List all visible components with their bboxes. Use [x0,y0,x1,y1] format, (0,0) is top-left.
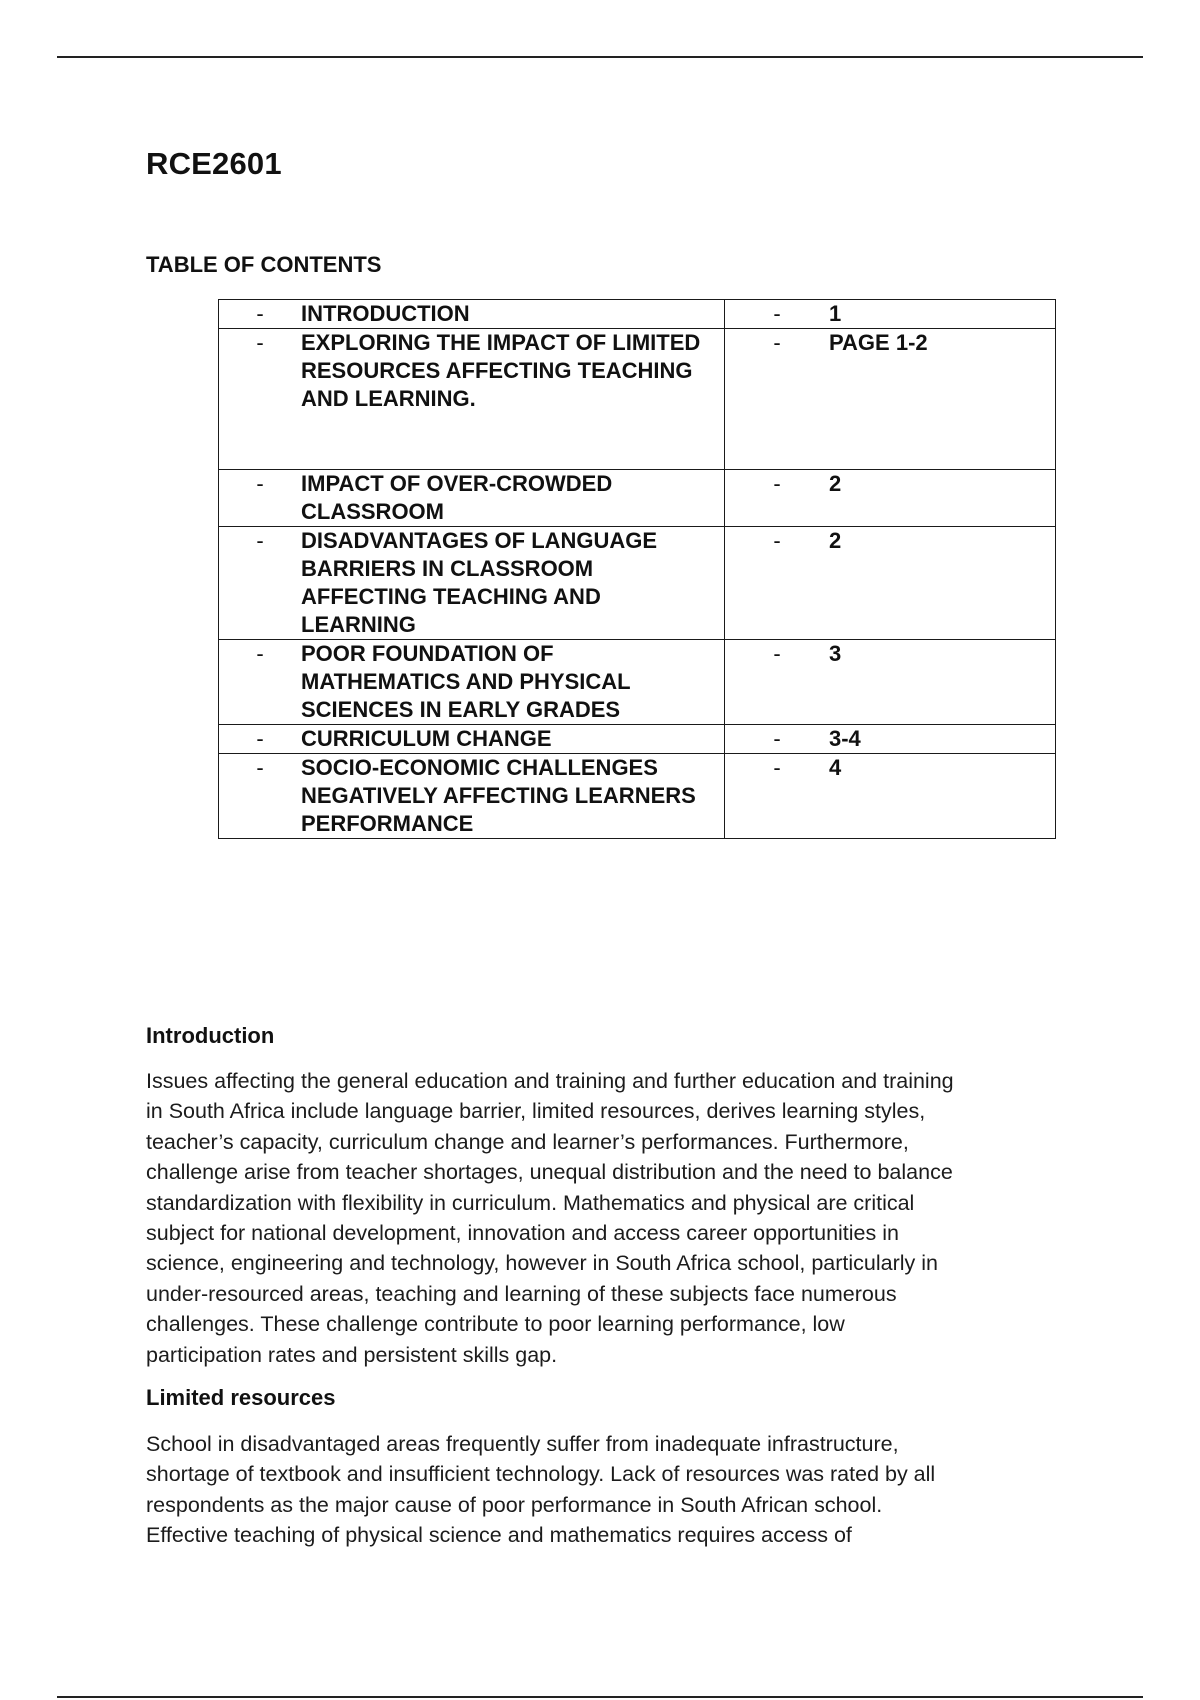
paragraph-line: in South Africa include language barrier, limited resources, derives learning styles, [146,1099,926,1124]
toc-row [219,329,1056,470]
toc-page-dash: - [773,641,781,666]
header-rule [57,56,1143,58]
toc-entry-title: EXPLORING THE IMPACT OF LIMITED RESOURCES AFFECTING TEACHING AND LEARNING. [301,330,701,411]
toc-dash: - [256,726,264,751]
toc-entry-title: DISADVANTAGES OF LANGUAGE BARRIERS IN CLASSROOM AFFECTING TEACHING AND LEARNING [301,528,658,637]
toc-row [219,300,1056,329]
toc-entry-page: 4 [829,755,842,780]
toc-dash: - [256,641,264,666]
toc-entry-title: IMPACT OF OVER-CROWDED CLASSROOM [301,471,613,524]
paragraph-line: School in disadvantaged areas frequently suffer from inadequate infrastructure, [146,1432,899,1456]
introduction-paragraph [146,1066,1076,1370]
toc-page-dash: - [773,755,781,780]
paragraph-line: subject for national development, innovation and access career opportunities in [146,1221,899,1246]
toc-page-dash: - [773,471,781,496]
toc-heading: TABLE OF CONTENTS [146,252,382,277]
toc-dash: - [256,301,264,326]
toc-dash: - [256,528,264,553]
paragraph-line: Effective teaching of physical science and mathematics requires access of [146,1523,852,1548]
toc-dash: - [256,755,264,780]
toc-entry-page: PAGE 1-2 [829,330,928,355]
toc-page-dash: - [773,330,781,355]
paragraph-line: challenge arise from teacher shortages, unequal distribution and the need to balance [146,1160,953,1185]
limited-resources-heading: Limited resources [146,1385,336,1410]
toc-row [219,754,1056,839]
toc-entry-title: INTRODUCTION [301,301,470,326]
paragraph-line: science, engineering and technology, however in South Africa school, particularly in [146,1251,938,1276]
limited-resources-paragraph [146,1429,1076,1551]
paragraph-line: challenges. These challenge contribute to poor learning performance, low [146,1312,845,1337]
toc-page-dash: - [773,301,781,326]
paragraph-line: respondents as the major cause of poor performance in South African school. [146,1492,883,1517]
toc-dash: - [256,471,264,496]
toc-entry-title: SOCIO-ECONOMIC CHALLENGES NEGATIVELY AFFECTING LEARNERS PERFORMANCE [301,755,696,836]
course-code: RCE2601 [146,146,282,181]
toc-page-dash: - [773,726,781,751]
toc-table [218,299,1056,839]
toc-row [219,725,1056,754]
paragraph-line: standardization with flexibility in curriculum. Mathematics and physical are critical [146,1190,915,1215]
toc-dash: - [256,330,264,355]
paragraph-line: Issues affecting the general education and training and further education and training [146,1069,954,1093]
toc-entry-page: 1 [829,301,842,326]
toc-row [219,527,1056,640]
paragraph-line: shortage of textbook and insufficient technology. Lack of resources was rated by all [146,1462,936,1487]
toc-entry-page: 3 [829,641,842,666]
footer-rule [57,1696,1143,1698]
toc-page-dash: - [773,528,781,553]
toc-entry-page: 2 [829,471,842,496]
paragraph-line: participation rates and persistent skills gap. [146,1342,558,1367]
toc-row [219,640,1056,725]
paragraph-line: under-resourced areas, teaching and learning of these subjects face numerous [146,1281,897,1306]
toc-row [219,470,1056,527]
toc-entry-page: 3-4 [829,726,861,751]
introduction-heading: Introduction [146,1023,275,1048]
toc-entry-page: 2 [829,528,842,553]
toc-entry-title: POOR FOUNDATION OF MATHEMATICS AND PHYSICAL SCIENCES IN EARLY GRADES [301,641,631,722]
toc-entry-title: CURRICULUM CHANGE [301,726,552,751]
paragraph-line: teacher’s capacity, curriculum change and learner’s performances. Furthermore, [146,1129,909,1154]
